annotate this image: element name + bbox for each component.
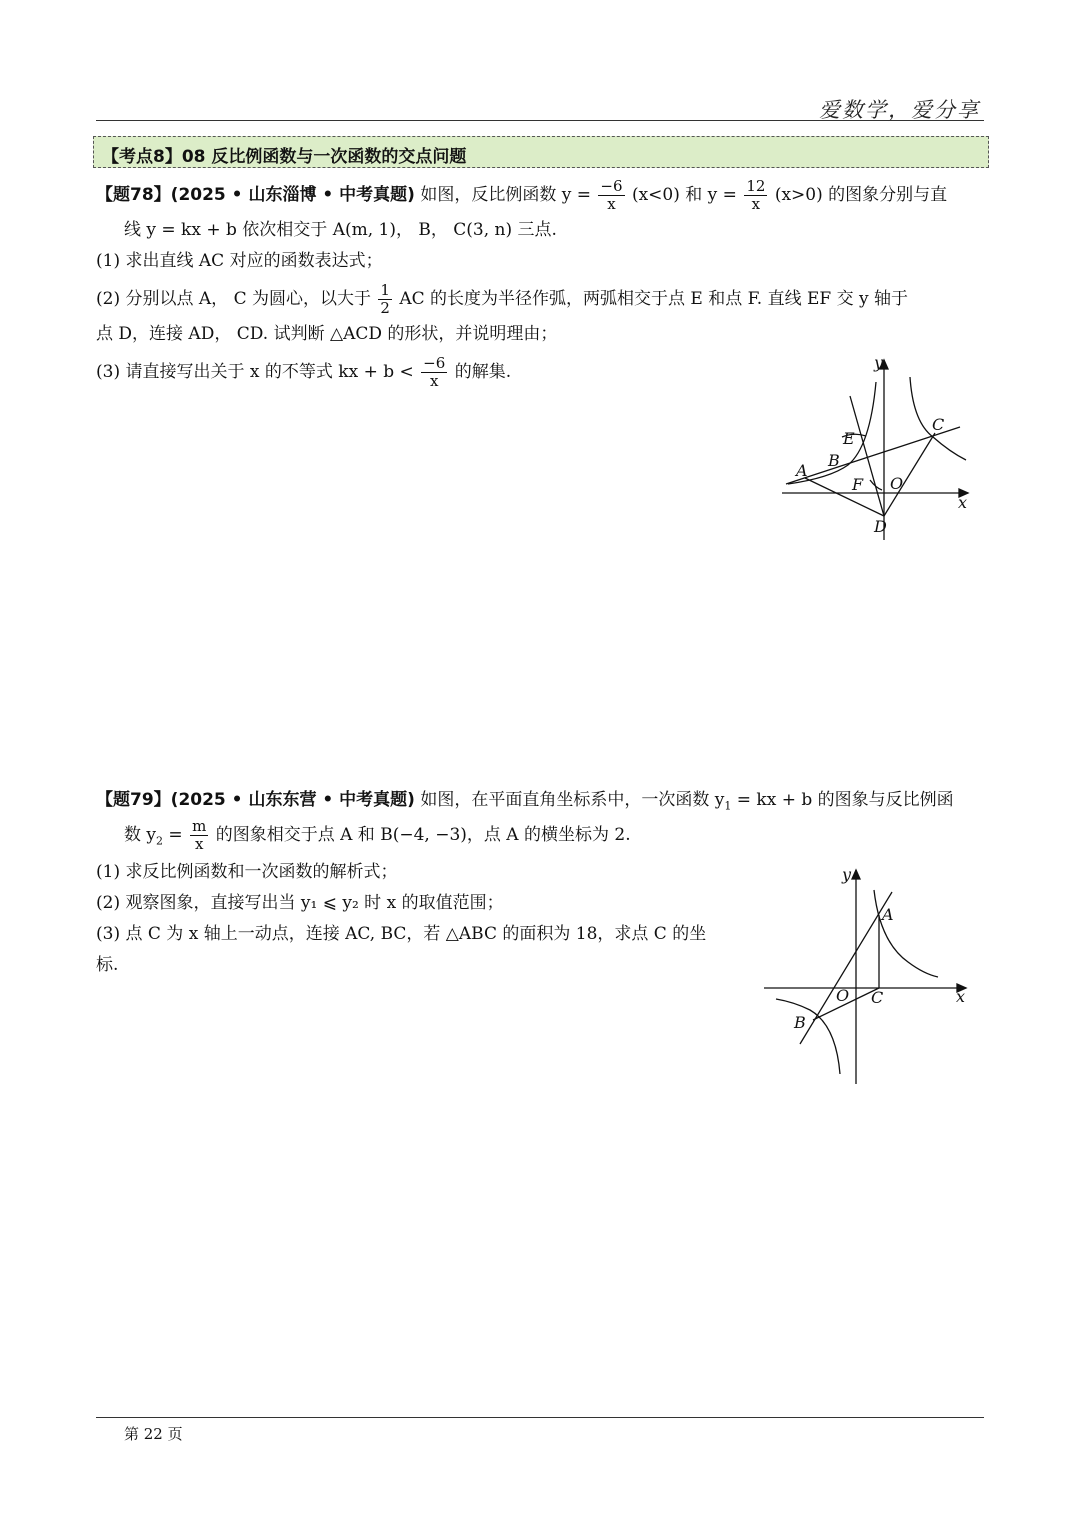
q79-label-a: A [882,905,894,924]
footer-divider [96,1417,984,1418]
topic-heading: 【考点8】08 反比例函数与一次函数的交点问题 [93,136,989,168]
q78-part1: (1) 求出直线 AC 对应的函数表达式； [96,251,383,271]
q79-label-y: y [842,865,852,884]
q78-part2-line2: 点 D，连接 AD， CD. 试判断 △ACD 的形状，并说明理由； [96,324,558,344]
header-divider [96,120,984,121]
q79-line-ab [800,892,892,1044]
q78-label-b: B [828,451,840,470]
q78-label-d: D [874,517,887,536]
header-slogan: 爱数学，爱分享 [819,98,980,122]
q79-figure [758,862,978,1087]
q78-source: (2025 • 山东淄博 • 中考真题) [170,185,415,205]
q79-y-axis-arrow [852,870,860,879]
q78-stem-line1 [96,178,947,213]
q79-part2: (2) 观察图象，直接写出当 y₁ ⩽ y₂ 时 x 的取值范围； [96,893,504,913]
q78-part3: (3) 请直接写出关于 x 的不等式 kx + b < $\frac{-6}{x}$ 的解集. [96,354,512,390]
q79-part3-line2: 标. [96,955,119,975]
q78-part2-line1: (2) 分别以点 A， C 为圆心，以大于 $\frac{1}{2}$ AC 的长度为半径作弧，两弧相交于点 E 和点 F. 直线 EF 交 y 轴于 [96,281,909,317]
q79-fraction: $\frac{m}{x}$ [192,817,207,853]
q78-fraction-3: $\frac{-6}{x}$ [423,354,446,390]
q78-stem-a: 如图，反比例函数 y = [420,185,591,205]
q78-label-a: A [796,461,808,480]
q79-label-c: C [871,988,884,1007]
q79-part1: (1) 求反比例函数和一次函数的解析式； [96,862,398,882]
q78-label-f: F [852,475,864,494]
q78-fraction-2: $\frac{12}{x}$ [746,177,766,213]
q78-label-e: E [843,429,855,448]
q78-stem-b: (x<0) 和 y = [631,185,737,205]
q78-tag: 【题78】 [96,185,171,205]
q79-hyperbola-right [874,890,938,977]
q78-stem-c: (x>0) 的图象分别与直 [774,185,948,205]
q78-label-o: O [890,474,904,493]
q78-label-x: x [958,493,968,512]
q78-line-ef [850,396,884,516]
q79-label-x: x [956,987,966,1006]
q79-stem-line1: 【题79】(2025 • 山东东营 • 中考真题) 如图，在平面直角坐标系中，一次函数 $y_1$ = kx + b 的图象与反比例函 [96,790,954,813]
q79-source: (2025 • 山东东营 • 中考真题) [170,790,415,810]
q78-half-fraction: $\frac{1}{2}$ [380,281,390,317]
q79-tag: 【题79】 [96,790,171,810]
q78-label-y: y [874,353,884,372]
q79-part3-line1: (3) 点 C 为 x 轴上一动点，连接 AC, BC，若 △ABC 的面积为 18，求点 C 的坐 [96,924,707,944]
q78-label-c: C [932,415,945,434]
q78-figure [770,352,990,547]
page-number: 第 22 页 [124,1425,183,1443]
q78-stem-line2: 线 y = kx + b 依次相交于 A(m, 1)， B， C(3, n) 三点. [124,220,557,240]
q78-fraction-1: $\frac{-6}{x}$ [600,177,623,213]
q79-label-b: B [794,1013,806,1032]
q78-segment-ad [805,478,884,516]
q79-hyperbola-left [776,999,840,1074]
q79-label-o: O [836,986,850,1005]
q79-stem-line2: 数 $y_2$ = $\frac{m}{x}$ 的图象相交于点 A 和 B(−4, −3)，点 A 的横坐标为 2. [124,817,631,853]
